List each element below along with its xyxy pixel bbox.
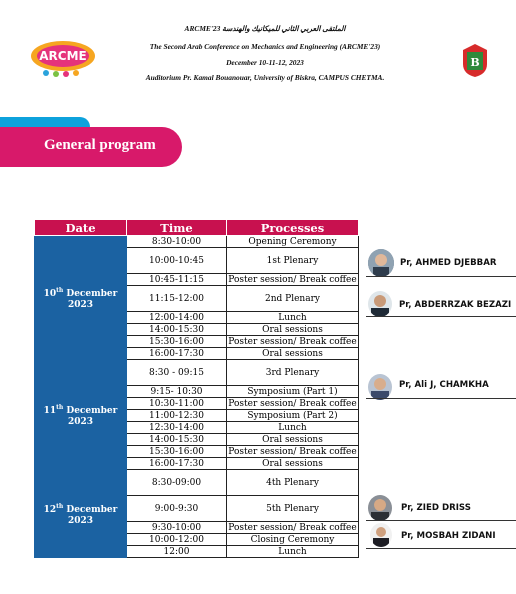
svg-text:ARCME: ARCME xyxy=(39,49,87,63)
time-cell: 11:15-12:00 xyxy=(127,286,227,312)
speaker-divider xyxy=(366,276,516,277)
speaker-photo xyxy=(370,523,392,547)
process-cell: Oral sessions xyxy=(227,324,359,336)
time-cell: 14:00-15:30 xyxy=(127,434,227,446)
process-cell: Symposium (Part 1) xyxy=(227,386,359,398)
time-cell: 14:00-15:30 xyxy=(127,324,227,336)
time-cell: 10:00-12:00 xyxy=(127,534,227,546)
table-row xyxy=(35,236,359,248)
program-table xyxy=(34,219,359,558)
process-cell: Opening Ceremony xyxy=(227,236,359,248)
process-cell: Oral sessions xyxy=(227,434,359,446)
time-cell: 9:30-10:00 xyxy=(127,522,227,534)
speaker-photo xyxy=(368,249,394,277)
time-cell: 12:00-14:00 xyxy=(127,312,227,324)
time-cell: 10:00-10:45 xyxy=(127,248,227,274)
conference-venue: Auditorium Pr. Kamal Bouanouar, University of Biskra, CAMPUS CHETMA. xyxy=(145,73,385,82)
arabic-title-line: ARCME'23 الملتقى العربي الثاني للميكانيك والهندسة xyxy=(184,24,346,33)
time-cell: 15:30-16:00 xyxy=(127,446,227,458)
process-cell: Oral sessions xyxy=(227,458,359,470)
process-cell: 2nd Plenary xyxy=(227,286,359,312)
process-cell: Lunch xyxy=(227,312,359,324)
process-cell: Poster session/ Break coffee xyxy=(228,522,357,533)
time-cell: 12:30-14:00 xyxy=(127,422,227,434)
table-header-row xyxy=(35,220,359,236)
process-cell: Poster session/ Break coffee xyxy=(228,336,357,347)
svg-text:B: B xyxy=(470,56,480,69)
process-cell: 4th Plenary xyxy=(227,470,359,496)
time-cell: 10:45-11:15 xyxy=(127,274,227,286)
header-processes: Processes xyxy=(227,220,359,236)
time-cell: 8:30-10:00 xyxy=(127,236,227,248)
university-biskra-logo xyxy=(460,42,490,78)
process-cell: 1st Plenary xyxy=(227,248,359,274)
process-cell: 3rd Plenary xyxy=(227,360,359,386)
arcme-logo xyxy=(28,38,98,78)
process-cell: 5th Plenary xyxy=(227,496,359,522)
time-cell: 9:00-9:30 xyxy=(127,496,227,522)
header-time: Time xyxy=(127,220,227,236)
process-cell: Closing Ceremony xyxy=(227,534,359,546)
table-row xyxy=(35,470,359,496)
process-cell: Lunch xyxy=(227,546,359,558)
conference-title: The Second Arab Conference on Mechanics and Engineering (ARCME'23) xyxy=(149,42,381,51)
process-cell: Lunch xyxy=(227,422,359,434)
speaker-divider xyxy=(366,520,516,521)
speaker-divider xyxy=(366,548,516,549)
conference-dates: December 10-11-12, 2023 xyxy=(226,58,304,67)
time-cell: 8:30-09:00 xyxy=(127,470,227,496)
table-row xyxy=(35,360,359,386)
process-cell: Poster session/ Break coffee xyxy=(228,274,357,285)
date-cell: 10th December 2023 xyxy=(35,236,127,360)
date-cell: 12th December 2023 xyxy=(35,470,127,558)
time-cell: 11:00-12:30 xyxy=(127,410,227,422)
speaker-name: Pr, AHMED DJEBBAR xyxy=(400,258,497,268)
speaker-divider xyxy=(366,398,516,399)
speaker-name: Pr, ABDERRZAK BEZAZI xyxy=(399,300,512,310)
speaker-name: Pr, MOSBAH ZIDANI xyxy=(401,531,496,541)
time-cell: 8:30 - 09:15 xyxy=(127,360,227,386)
time-cell: 15:30-16:00 xyxy=(127,336,227,348)
process-cell: Poster session/ Break coffee xyxy=(228,398,357,409)
time-cell: 9:15- 10:30 xyxy=(127,386,227,398)
date-cell: 11th December 2023 xyxy=(35,360,127,470)
speaker-photo xyxy=(368,495,392,521)
program-body xyxy=(35,236,359,558)
time-cell: 16:00-17:30 xyxy=(127,458,227,470)
process-cell: Symposium (Part 2) xyxy=(227,410,359,422)
time-cell: 12:00 xyxy=(127,546,227,558)
process-cell: Poster session/ Break coffee xyxy=(228,446,357,457)
speaker-photo xyxy=(368,374,392,400)
speaker-name: Pr, Ali J, CHAMKHA xyxy=(399,380,489,390)
program-title: General program xyxy=(44,137,156,153)
time-cell: 16:00-17:30 xyxy=(127,348,227,360)
speaker-divider xyxy=(366,316,516,317)
speaker-name: Pr, ZIED DRISS xyxy=(401,503,471,513)
header-date: Date xyxy=(35,220,127,236)
speaker-photo xyxy=(368,291,392,317)
process-cell: Oral sessions xyxy=(227,348,359,360)
time-cell: 10:30-11:00 xyxy=(127,398,227,410)
